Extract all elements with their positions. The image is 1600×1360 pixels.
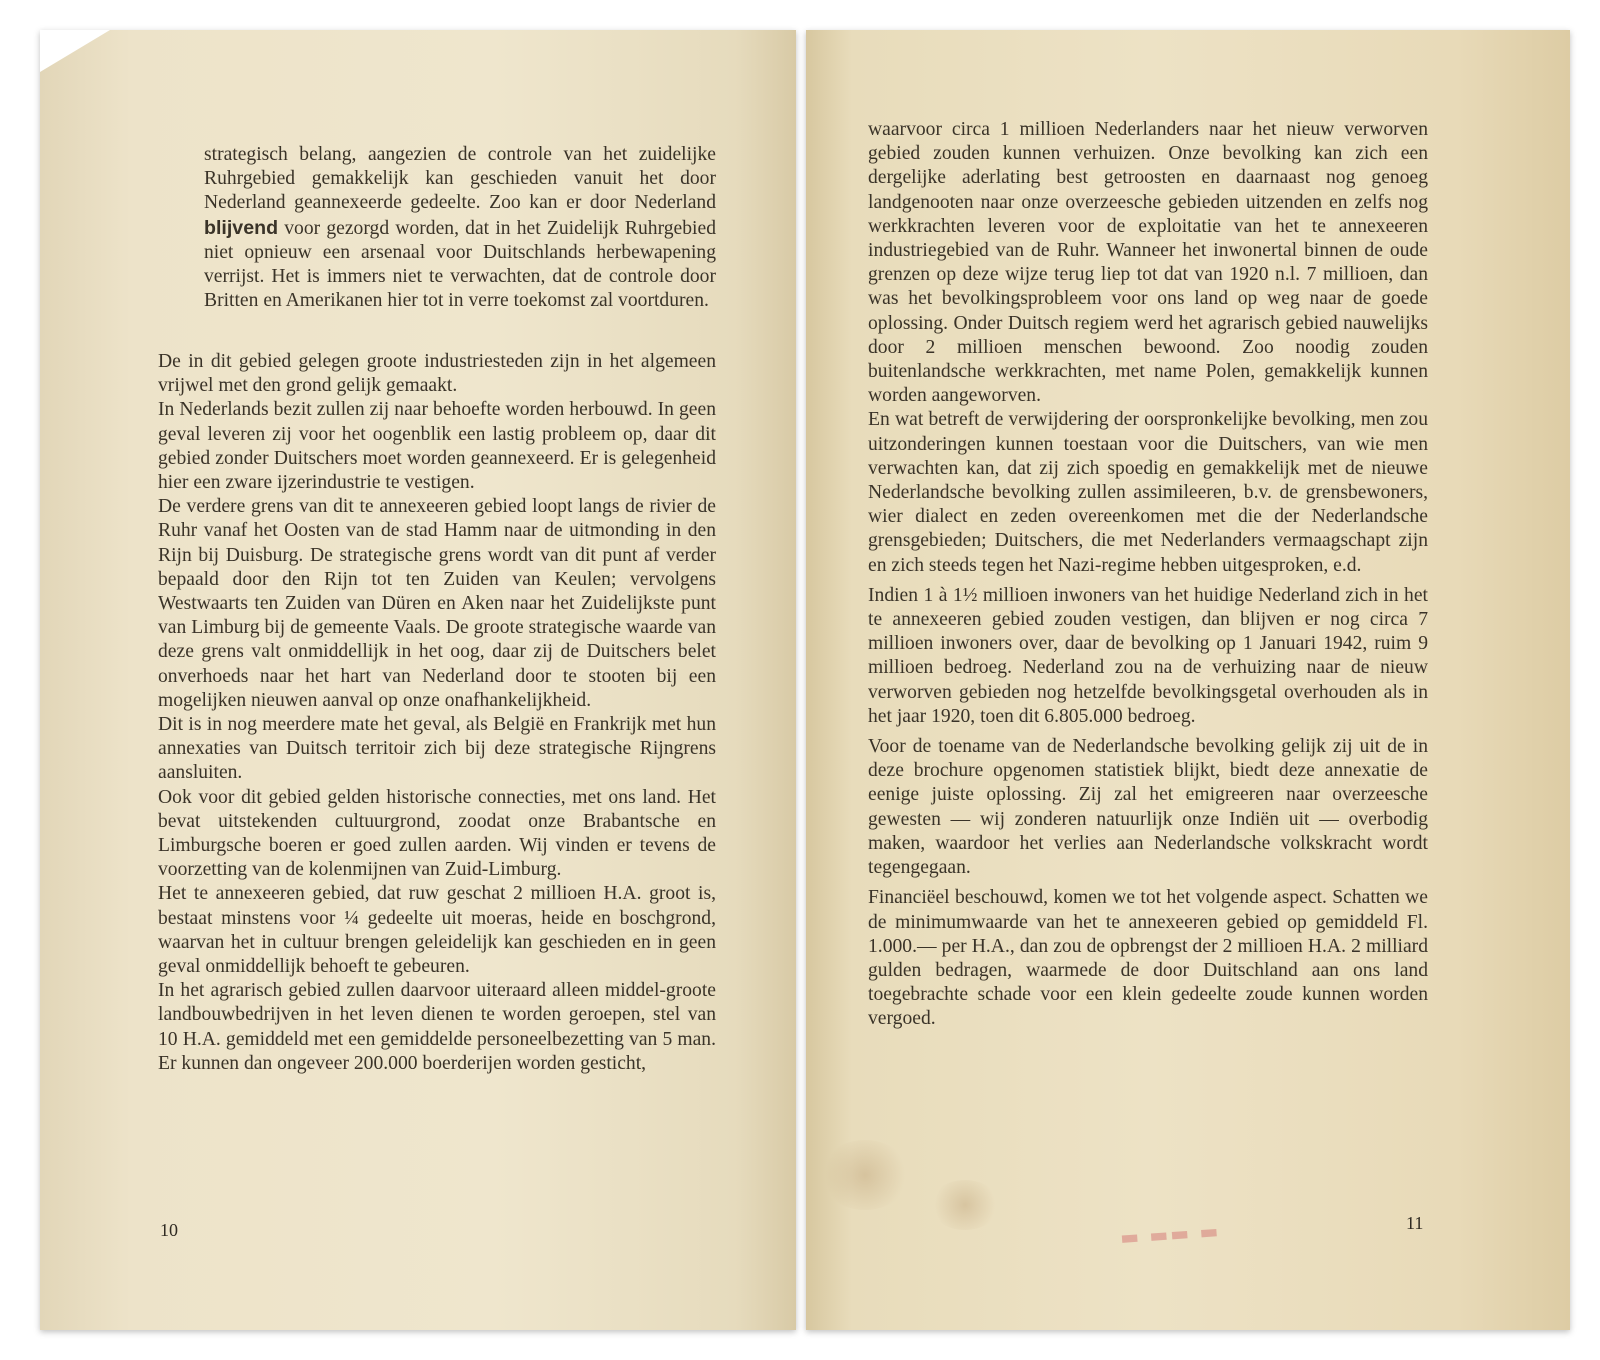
paragraph <box>204 143 716 313</box>
corner-fold <box>40 30 110 72</box>
paragraph: Ook voor dit gebied gelden historische connecties, met ons land. Het bevat uitstekenden cultuurgrond, zoodat onze Brabantsche en Limburgsche boeren er goed zullen aarden. Wij vinden er tevens de voorzetting van de kolenmijnen van Zuid-Limburg. <box>158 786 716 881</box>
paragraph: Voor de toename van de Nederlandsche bevolking gelijk zij uit de in deze brochure opgenomen statistiek blijkt, biedt deze annexatie de eenige juiste oplossing. Zij zal het emigreeren naar overzeesche gewesten — wij zonderen natuurlijk onze Indiën uit — overbodig maken, waardoor het verlies aan Nederlandsche volkskracht wordt tegengegaan. <box>868 736 1428 879</box>
paragraph: Dit is in nog meerdere mate het geval, als België en Frankrijk met hun annexaties van Duitsch territoir zich bij deze strategische Rijngrens aansluiten. <box>158 714 716 784</box>
page-number-right: 11 <box>1406 1213 1424 1233</box>
paragraph: Indien 1 à 1½ millioen inwoners van het huidige Nederland zich in het te annexeeren gebied zouden vestigen, dan blijven er nog circa 7 millioen inwoners over, daar de bevolking op 1 Januari 1942, ruim 9 millioen bedroeg. Nederland zou na de verhuizing naar de nieuw verworven gebieden nog hetzelfde bevolkingsgetal overhouden als in het jaar 1920, toen dit 6.805.000 bedroeg. <box>868 584 1428 727</box>
paragraph-text: strategisch belang, aangezien de controle van het zuidelijke Ruhrgebied gemakkelijk kan geschieden vanuit het door Nederland geannexeerde gedeelte. Zoo kan er door Nederland <box>204 144 716 214</box>
left-body-text <box>158 350 716 1076</box>
emphasis-text: blijvend <box>204 216 279 239</box>
paragraph: De in dit gebied gelegen groote industriesteden zijn in het algemeen vrijwel met den grond gelijk gemaakt. <box>158 351 716 397</box>
paragraph: En wat betreft de verwijdering der oorspronkelijke bevolking, men zou uitzonderingen kunnen toestaan voor die Duitschers, van wie men verwachten kan, dat zij zich spoedig en gemakkelijk met de nieuwe Nederlandsche bevolking zullen assimileeren, b.v. de grensbewoners, wier dialect en zeden overeenkomen met die der Nederlandsche grensgebieden; Duitschers, die met Nederlanders vermaagschapt zijn en zich steeds tegen het Nazi-regime hebben uitgesproken, e.d. <box>868 409 1428 576</box>
faded-stamp: ▬ ▬▬ ▬ <box>1119 1218 1222 1250</box>
paragraph: In Nederlands bezit zullen zij naar behoefte worden herbouwd. In geen geval leveren zij voor het oogenblik een lastig probleem op, daar dit gebied zonder Duitschers moet worden geannexeerd. Er is gelegenheid hier een zware ijzerindustrie te vestigen. <box>158 399 716 494</box>
stain-mark <box>820 1140 910 1210</box>
paragraph: De verdere grens van dit te annexeeren gebied loopt langs de rivier de Ruhr vanaf het Oosten van de stad Hamm naar de uitmonding in den Rijn bij Duisburg. De strategische grens wordt van dit punt af verder bepaald door den Rijn tot ten Zuiden van Keulen; vervolgens Westwaarts ten Zuiden van Düren en Aken naar het Zuidelijkste punt van Limburg bij de gemeente Vaals. De groote strategische waarde van deze grens valt onmiddellijk in het oog, daar zij de Duitschers belet onverhoeds naar het hart van Nederland door te stooten bij een mogelijken nieuwen aanval op onze onafhankelijkheid. <box>158 496 716 711</box>
page-number-left: 10 <box>160 1220 178 1240</box>
paragraph: In het agrarisch gebied zullen daarvoor uiteraard alleen middel-groote landbouwbedrijven in het leven dienen te worden geroepen, stel van 10 H.A. gemiddeld met een gemiddelde personeelbezetting van 5 man. Er kunnen dan ongeveer 200.000 boerderijen worden gesticht, <box>158 980 716 1074</box>
left-intro-paragraph <box>204 143 716 313</box>
paragraph-text: voor gezorgd worden, dat in het Zuidelijk Ruhrgebied niet opnieuw een arsenaal voor Duitschlands herbewapening verrijst. Het is immers niet te verwachten, dat de controle door Britten en Amerikanen hier tot in verre toekomst zal voortduren. <box>204 217 716 312</box>
paragraph: Financiëel beschouwd, komen we tot het volgende aspect. Schatten we de minimumwaarde van het te annexeeren gebied op gemiddeld Fl. 1.000.— per H.A., dan zou de opbrengst der 2 millioen H.A. 2 milliard gulden bedragen, waarmede de door Duitschland aan ons land toegebrachte schade voor een klein gedeelte zoude kunnen worden vergoed. <box>868 887 1428 1030</box>
stain-mark <box>930 1180 1000 1230</box>
right-body-text <box>868 118 1428 1032</box>
paragraph: waarvoor circa 1 millioen Nederlanders naar het nieuw verworven gebied zouden kunnen verhuizen. Onze bevolking kan zich een dergelijke aderlating best getroosten en daarnaast nog genoeg landgenooten naar onze overzeesche gebieden uitzenden en zelfs nog werkkrachten leveren voor de exploitatie van het te annexeeren industriegebied van de Ruhr. Wanneer het inwonertal binnen de oude grenzen op deze wijze terug liep tot dat van 1920 n.l. 7 millioen, dan was het bevolkingsprobleem voor ons land op weg naar de goede oplossing. Onder Duitsch regiem werd het agrarisch gebied nauwelijks door 2 millioen menschen bewoond. Zoo noodig zouden buitenlandsche werkkrachten, met name Polen, gemakkelijk kunnen worden aangeworven. <box>868 119 1428 407</box>
paragraph: Het te annexeeren gebied, dat ruw geschat 2 millioen H.A. groot is, bestaat minstens voor ¼ gedeelte uit moeras, heide en boschgrond, waarvan het in cultuur brengen geleidelijk kan geschieden en in geen geval onmiddellijk behoeft te gebeuren. <box>158 883 716 978</box>
